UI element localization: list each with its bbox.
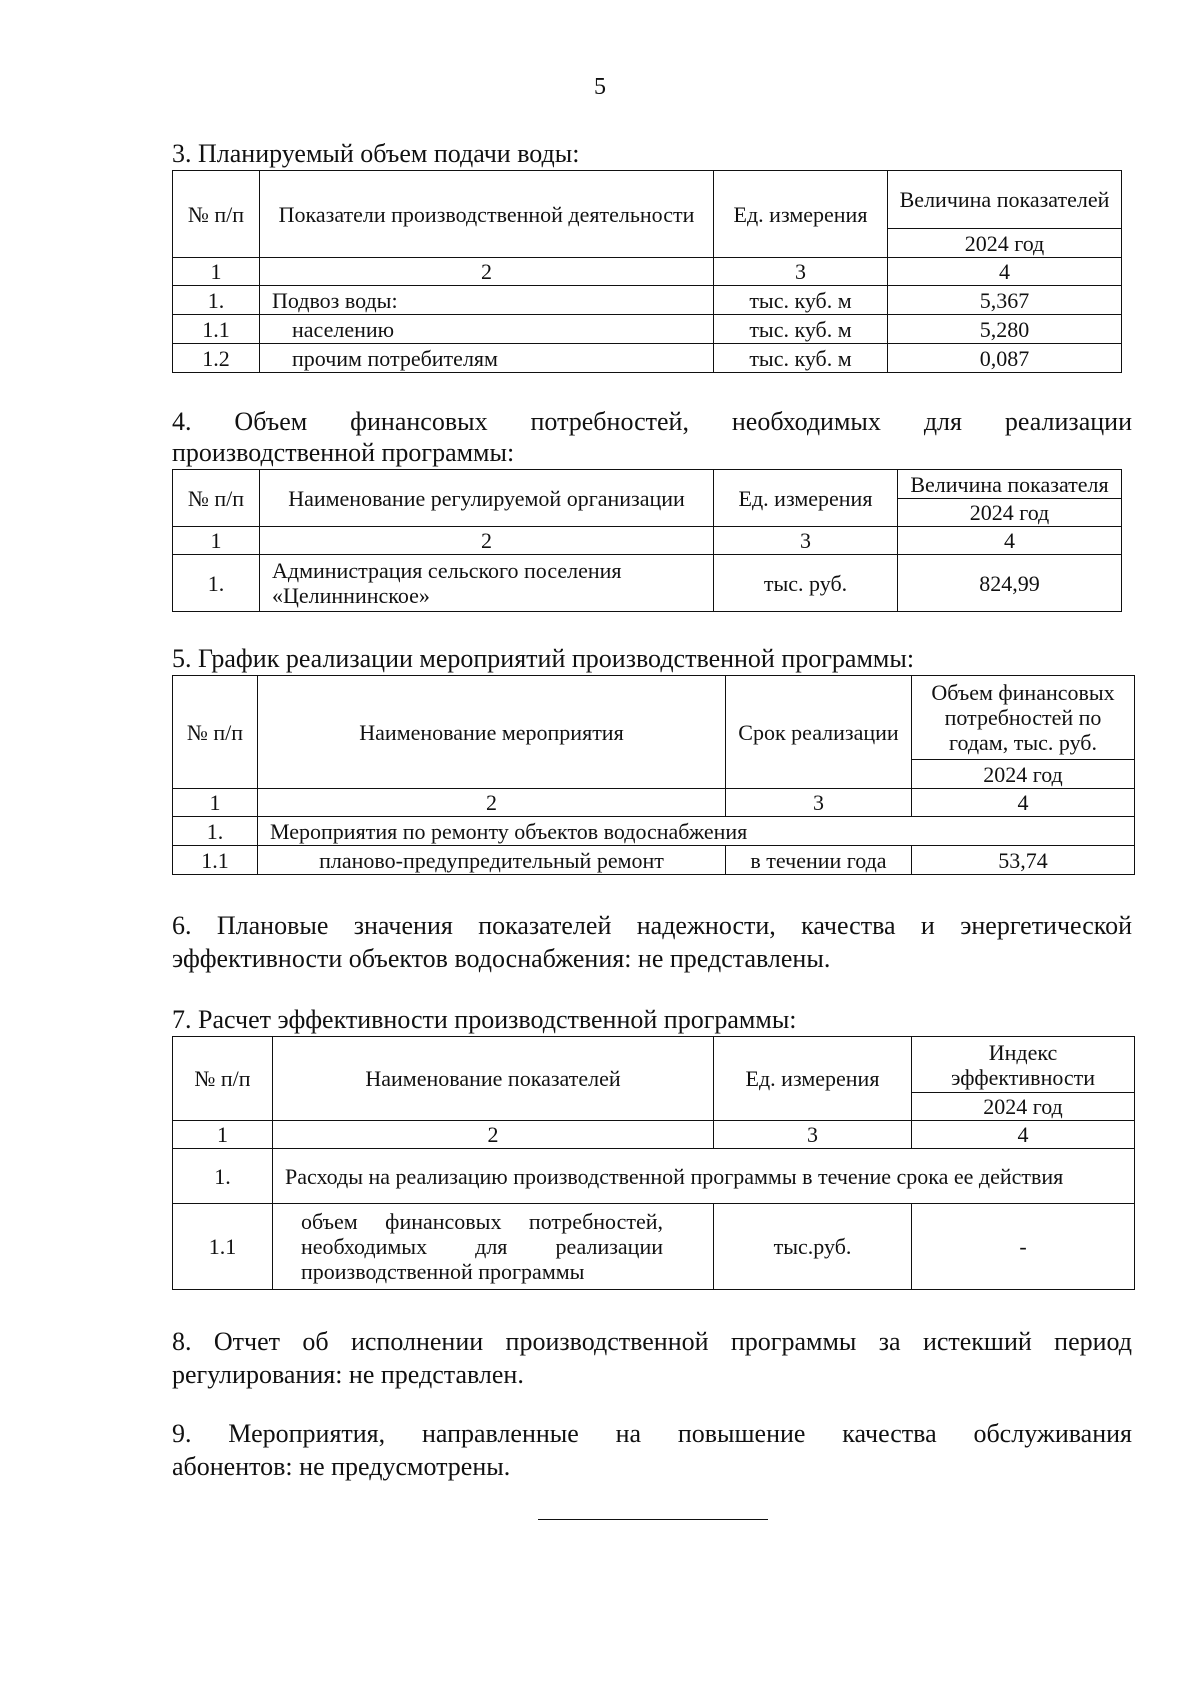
section-4-title-line2: производственной программы: [172,438,515,467]
section-7 [172,1004,1132,1290]
row-name: планово-предупредительный ремонт [258,846,726,875]
row-name: Подвоз воды: [260,286,714,315]
row-name-line2: необходимых для реализации [301,1234,663,1259]
row-num: 1.2 [173,344,260,373]
col-num-cell: 4 [912,1121,1135,1149]
table-row [173,315,1122,344]
header-name: Наименование показателей [273,1037,714,1121]
row-num: 1.1 [173,315,260,344]
header-name: Наименование мероприятия [258,676,726,789]
col-num-cell: 4 [912,789,1135,817]
header-num: № п/п [173,470,260,527]
table-row [173,1149,1135,1204]
row-name: прочим потребителям [260,344,714,373]
row-name: Мероприятия по ремонту объектов водоснабжения [258,817,1135,846]
col-num-cell: 3 [714,258,888,286]
header-indicator: Показатели производственной деятельности [260,171,714,258]
section-4 [172,406,1132,612]
col-num-cell: 3 [726,789,912,817]
table-row [173,817,1135,846]
header-year: 2024 год [912,1093,1135,1121]
section-8 [172,1325,1132,1391]
header-year: 2024 год [912,760,1135,789]
section-8-line2: регулирования: не представлен. [172,1360,524,1389]
header-value: Величина показателей [888,171,1122,229]
col-num-cell: 1 [173,258,260,286]
section-6-line2: эффективности объектов водоснабжения: не представлены. [172,944,831,973]
col-num-cell: 1 [173,789,258,817]
row-name-line1: объем финансовых потребностей, [301,1209,663,1234]
row-value: 5,280 [888,315,1122,344]
efficiency-table [172,1036,1135,1290]
water-supply-table [172,170,1122,373]
page-number: 5 [594,74,606,100]
table-row [173,1204,1135,1290]
row-name-line3: производственной программы [301,1259,585,1284]
row-unit: тыс. куб. м [714,286,888,315]
col-num-cell: 1 [173,1121,273,1149]
header-term: Срок реализации [726,676,912,789]
table-row [173,846,1135,875]
row-num: 1. [173,817,258,846]
row-value: 53,74 [912,846,1135,875]
col-num-cell: 2 [260,258,714,286]
row-num: 1.1 [173,1204,273,1290]
col-num-cell: 2 [258,789,726,817]
row-value: - [912,1204,1135,1290]
header-unit: Ед. измерения [714,470,898,527]
section-9 [172,1417,1132,1483]
header-org: Наименование регулируемой организации [260,470,714,527]
row-unit: тыс.руб. [714,1204,912,1290]
row-value: 0,087 [888,344,1122,373]
section-9-line1: 9. Мероприятия, направленные на повышение качества обслуживания [172,1419,1132,1448]
row-term: в течении года [726,846,912,875]
financial-needs-table [172,469,1122,612]
section-8-line1: 8. Отчет об исполнении производственной программы за истекший период [172,1327,1132,1356]
section-9-line2: абонентов: не предусмотрены. [172,1452,511,1481]
col-num-cell: 4 [888,258,1122,286]
section-5-title: 5. График реализации мероприятий производственной программы: [172,644,915,673]
header-num: № п/п [173,1037,273,1121]
row-unit: тыс. куб. м [714,315,888,344]
row-value: 824,99 [898,555,1122,612]
closing-divider [538,1519,768,1520]
col-num-cell: 2 [260,527,714,555]
header-value: Величина показателя [898,470,1122,499]
row-num: 1. [173,286,260,315]
section-6-line1: 6. Плановые значения показателей надежности, качества и энергетической [172,911,1132,940]
header-value: Индекс эффективности [912,1037,1135,1093]
col-num-cell: 4 [898,527,1122,555]
row-num: 1. [173,1149,273,1204]
row-value: 5,367 [888,286,1122,315]
header-unit: Ед. измерения [714,171,888,258]
row-name: Администрация сельского поселения «Целиннинское» [260,555,714,612]
row-unit: тыс. руб. [714,555,898,612]
table-row [173,286,1122,315]
row-unit: тыс. куб. м [714,344,888,373]
header-num: № п/п [173,676,258,789]
col-num-cell: 1 [173,527,260,555]
section-5 [172,643,1132,875]
header-num: № п/п [173,171,260,258]
row-num: 1. [173,555,260,612]
header-unit: Ед. измерения [714,1037,912,1121]
schedule-table [172,675,1135,875]
section-7-title: 7. Расчет эффективности производственной программы: [172,1005,797,1034]
col-num-cell: 3 [714,1121,912,1149]
row-name [273,1204,714,1290]
header-value: Объем финансовых потребностей по годам, тыс. руб. [912,676,1135,760]
row-name: Расходы на реализацию производственной программы в течение срока ее действия [273,1149,1135,1204]
row-name: населению [260,315,714,344]
table-row [173,344,1122,373]
section-4-title-line1: 4. Объем финансовых потребностей, необходимых для реализации [172,407,1132,436]
row-num: 1.1 [173,846,258,875]
section-3-title: 3. Планируемый объем подачи воды: [172,139,580,168]
section-6 [172,909,1132,975]
col-num-cell: 2 [273,1121,714,1149]
header-year: 2024 год [888,229,1122,258]
header-year: 2024 год [898,499,1122,527]
section-3 [172,138,1132,373]
col-num-cell: 3 [714,527,898,555]
table-row [173,555,1122,612]
